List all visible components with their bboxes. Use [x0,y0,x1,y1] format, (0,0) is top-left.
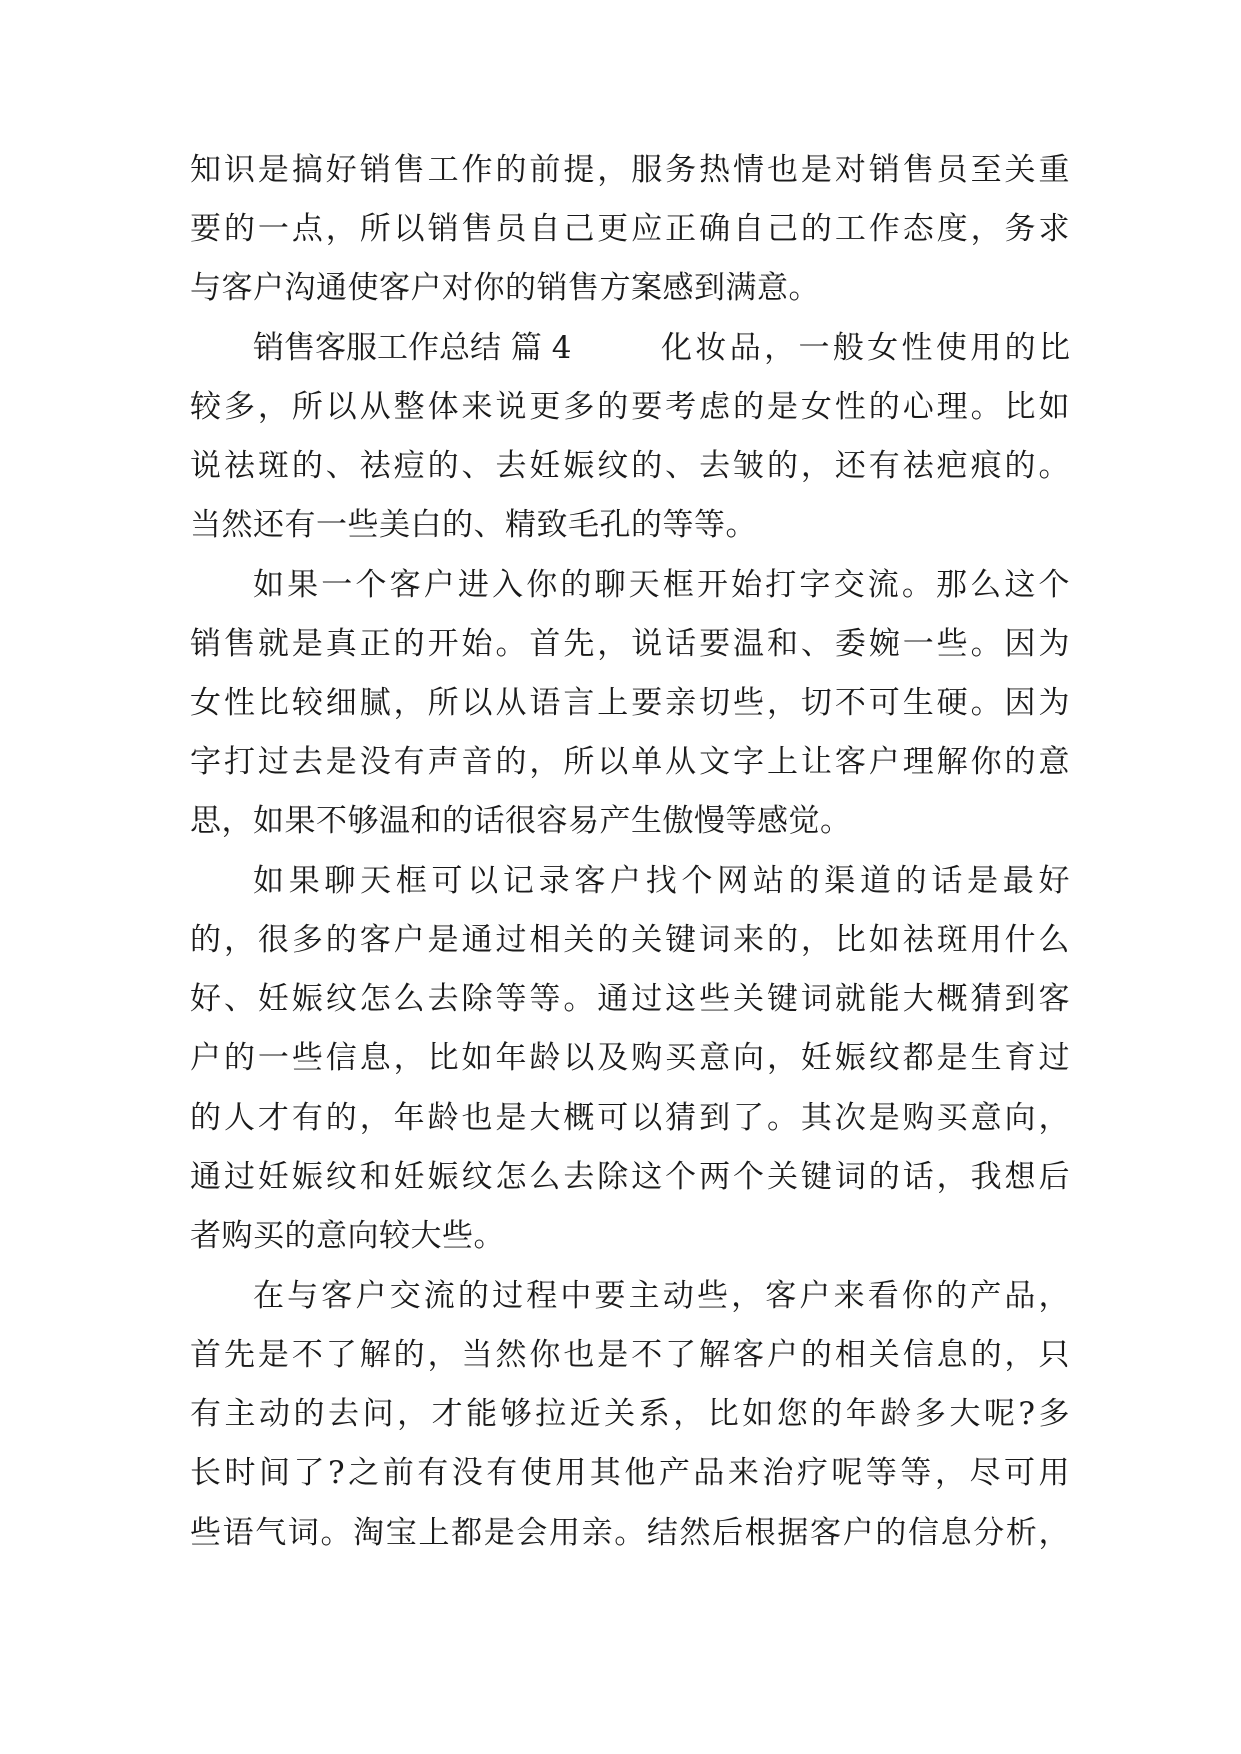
section-heading-line [253,328,1070,368]
text-line: 较多，所以从整体来说更多的要考虑的是女性的心理。比如 [190,389,1070,425]
text-line: 些语气词。淘宝上都是会用亲。结然后根据客户的信息分析， [190,1515,1070,1551]
text-line: 当然还有一些美白的、精致毛孔的等等。 [190,507,757,543]
text-line: 字打过去是没有声音的，所以单从文字上让客户理解你的意 [190,744,1070,780]
text-line: 的人才有的，年龄也是大概可以猜到了。其次是购买意向， [190,1100,1070,1136]
text-line: 如果一个客户进入你的聊天框开始打字交流。那么这个 [253,567,1070,603]
text-line: 销售就是真正的开始。首先，说话要温和、委婉一些。因为 [190,626,1070,662]
text-line: 首先是不了解的，当然你也是不了解客户的相关信息的，只 [190,1337,1070,1373]
text-line: 长时间了?之前有没有使用其他产品来治疗呢等等，尽可用 [190,1455,1070,1491]
text-line: 通过妊娠纹和妊娠纹怎么去除这个两个关键词的话，我想后 [190,1159,1070,1195]
section-first-text: 化妆品，一般女性使用的比 [661,330,1070,366]
text-line: 户的一些信息，比如年龄以及购买意向，妊娠纹都是生育过 [190,1040,1070,1076]
text-line: 说祛斑的、祛痘的、去妊娠纹的、去皱的，还有祛疤痕的。 [190,448,1070,484]
text-line: 要的一点，所以销售员自己更应正确自己的工作态度，务求 [190,211,1070,247]
text-line: 的，很多的客户是通过相关的关键词来的，比如祛斑用什么 [190,922,1070,958]
text-line: 好、妊娠纹怎么去除等等。通过这些关键词就能大概猜到客 [190,981,1070,1017]
text-line: 思，如果不够温和的话很容易产生傲慢等感觉。 [190,803,852,839]
text-line: 者购买的意向较大些。 [190,1218,505,1254]
text-line: 知识是搞好销售工作的前提，服务热情也是对销售员至关重 [190,152,1070,188]
text-line: 有主动的去问，才能够拉近关系，比如您的年龄多大呢?多 [190,1396,1070,1432]
text-line: 在与客户交流的过程中要主动些，客户来看你的产品， [253,1278,1070,1314]
text-line: 与客户沟通使客户对你的销售方案感到满意。 [190,270,820,306]
text-line: 如果聊天框可以记录客户找个网站的渠道的话是最好 [253,863,1070,899]
section-title: 销售客服工作总结 篇 4 [253,330,572,366]
text-line: 女性比较细腻，所以从语言上要亲切些，切不可生硬。因为 [190,685,1070,721]
